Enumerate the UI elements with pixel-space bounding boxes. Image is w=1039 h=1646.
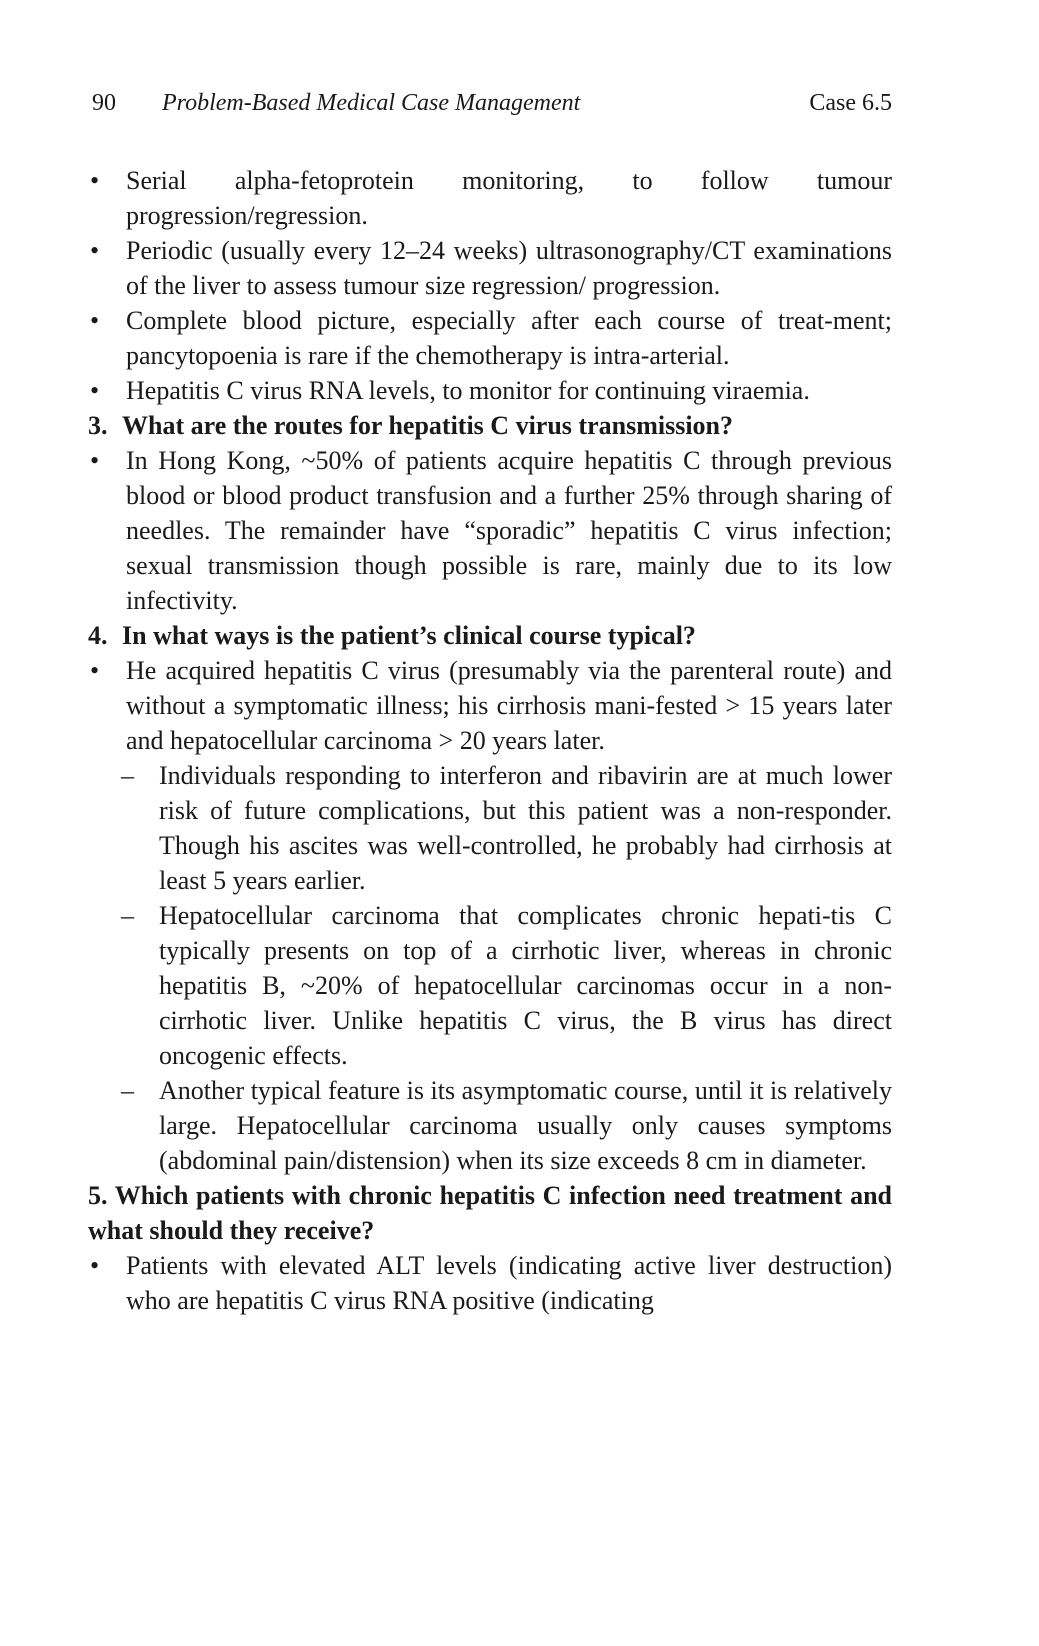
question-number: 4.	[88, 621, 108, 650]
list-item: • Serial alpha-fetoprotein monitoring, to follow tumour progression/regression.	[88, 163, 892, 233]
sub-list-item: – Hepatocellular carcinoma that complicates chronic hepati-tis C typically presents on top of a cirrhotic liver, whereas in chronic hepatitis B, ~20% of hepatocellular carcinomas occur in a non-cirrhotic liver. Unlike hepatitis C virus, the B virus has direct oncogenic effects.	[88, 898, 892, 1073]
running-header	[92, 86, 892, 120]
list-item: • He acquired hepatitis C virus (presumably via the parenteral route) and without a symptomatic illness; his cirrhosis mani-fested > 15 years later and hepatocellular carcinoma > 20 years later.	[88, 653, 892, 758]
sub-list-item: – Another typical feature is its asymptomatic course, until it is relatively large. Hepatocellular carcinoma usually only causes symptoms (abdominal pain/distension) when its size exceeds 8 cm in diameter.	[88, 1073, 892, 1178]
case-label: Case 6.5	[809, 90, 892, 116]
list-item: • Hepatitis C virus RNA levels, to monitor for continuing viraemia.	[88, 373, 892, 408]
list-item: • In Hong Kong, ~50% of patients acquire hepatitis C through previous blood or blood product transfusion and a further 25% through sharing of needles. The remainder have “sporadic” hepatitis C virus infection; sexual transmission though possible is rare, mainly due to its low infectivity.	[88, 443, 892, 618]
question-heading	[88, 408, 892, 443]
list-item: • Complete blood picture, especially after each course of treat-ment; pancytopoenia is rare if the chemotherapy is intra-arterial.	[88, 303, 892, 373]
book-title: Problem-Based Medical Case Management	[162, 90, 581, 116]
list-item: • Patients with elevated ALT levels (indicating active liver destruction) who are hepatitis C virus RNA positive (indicating	[88, 1248, 892, 1318]
sub-list-item: – Individuals responding to interferon and ribavirin are at much lower risk of future complications, but this patient was a non-responder. Though his ascites was well-controlled, he probably had cirrhosis at least 5 years earlier.	[88, 758, 892, 898]
page-number: 90	[92, 90, 116, 116]
page-body	[88, 163, 892, 1318]
question-heading: 5. Which patients with chronic hepatitis C infection need treatment and what should they receive?	[88, 1181, 892, 1245]
list-item: • Periodic (usually every 12–24 weeks) ultrasonography/CT examinations of the liver to assess tumour size regression/ progression.	[88, 233, 892, 303]
question-number: 3.	[88, 411, 108, 440]
question-heading	[88, 618, 892, 653]
question-text: In what ways is the patient’s clinical course typical?	[122, 621, 696, 650]
question-text: What are the routes for hepatitis C virus transmission?	[122, 411, 733, 440]
